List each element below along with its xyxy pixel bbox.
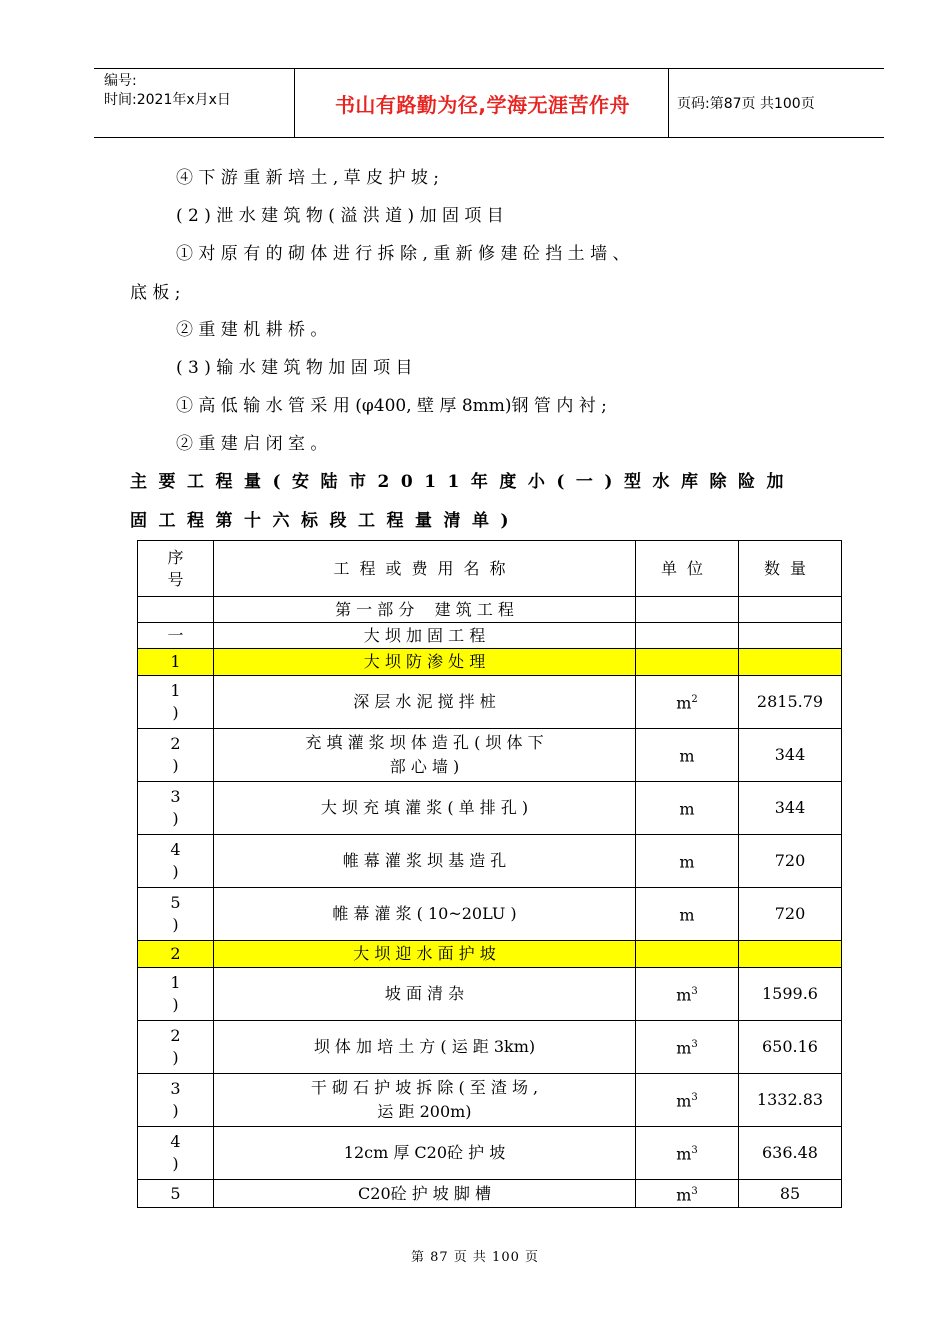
header-qty: 数量 [739, 541, 842, 597]
item-unit: $m^3$ [636, 1074, 739, 1127]
item-qty: 2815.79 [739, 676, 842, 729]
quantity-table [137, 540, 842, 1208]
table-row: 2 ) 充 填 灌 浆 坝 体 造 孔 ( 坝 体 下 部 心 墙 ) m 344 [138, 729, 842, 782]
section-name: 大 坝 迎 水 面 护 坡 [214, 941, 636, 968]
item-name: 坝 体 加 培 土 方 ( 运 距 3km) [214, 1021, 636, 1074]
group-no: 一 [138, 623, 214, 649]
table-row: 2 ) 坝 体 加 培 土 方 ( 运 距 3km) $m^3$ 650.16 [138, 1021, 842, 1074]
item-unit: m [636, 782, 739, 835]
table-row: 3 ) 干 砌 石 护 坡 拆 除 ( 至 渣 场 , 运 距 200m) $m^3$ 1332.83 [138, 1074, 842, 1127]
header-divider [294, 69, 295, 137]
item-name: 大 坝 充 填 灌 浆 ( 单 排 孔 ) [214, 782, 636, 835]
table-row: 1 ) 深 层 水 泥 搅 拌 桩 $m^2$ 2815.79 [138, 676, 842, 729]
part-title: 第 一 部 分 建 筑 工 程 [214, 597, 636, 623]
item-unit: m [636, 729, 739, 782]
item-qty: 1599.6 [739, 968, 842, 1021]
table-row: 3 ) 大 坝 充 填 灌 浆 ( 单 排 孔 ) m 344 [138, 782, 842, 835]
code-label: 编号: [104, 73, 137, 89]
item-name: 帷 幕 灌 浆 ( 10~20LU ) [214, 888, 636, 941]
table-header-row [138, 541, 842, 597]
paragraph: 底 板 ; [130, 283, 181, 303]
page-header [94, 68, 884, 138]
header-no: 序 号 [138, 541, 214, 597]
header-motto: 书山有路勤为径,学海无涯苦作舟 [334, 92, 631, 117]
header-divider [668, 69, 669, 137]
table-row [138, 623, 842, 649]
paragraph: ② 重 建 启 闭 室 。 [176, 434, 328, 454]
time-label: 时间:2021年x月x日 [104, 92, 231, 108]
header-unit: 单位 [636, 541, 739, 597]
item-name: 充 填 灌 浆 坝 体 造 孔 ( 坝 体 下 部 心 墙 ) [214, 729, 636, 782]
table-row: 4 ) 帷 幕 灌 浆 坝 基 造 孔 m 720 [138, 835, 842, 888]
table-row [138, 597, 842, 623]
section-name: 大 坝 防 渗 处 理 [214, 649, 636, 676]
section-title-line2: 固工程第十六标段工程量清单) [130, 511, 521, 531]
item-unit: $m^3$ [636, 1180, 739, 1208]
group-name: 大 坝 加 固 工 程 [214, 623, 636, 649]
item-qty: 1332.83 [739, 1074, 842, 1127]
item-name: 帷 幕 灌 浆 坝 基 造 孔 [214, 835, 636, 888]
item-unit: m [636, 835, 739, 888]
paragraph: ② 重 建 机 耕 桥 。 [176, 320, 328, 340]
table-row [138, 1180, 842, 1208]
paragraph: ( 3 ) 输 水 建 筑 物 加 固 项 目 [176, 358, 413, 378]
section-row-highlighted [138, 649, 842, 676]
table-row: 4 ) 12cm 厚 C20砼 护 坡 $m^3$ 636.48 [138, 1127, 842, 1180]
item-qty: 650.16 [739, 1021, 842, 1074]
header-meta [104, 72, 231, 110]
table-row: 5 ) 帷 幕 灌 浆 ( 10~20LU ) m 720 [138, 888, 842, 941]
item-qty: 344 [739, 729, 842, 782]
page-footer: 第 87 页 共 100 页 [410, 1250, 540, 1265]
section-row-highlighted [138, 941, 842, 968]
item-unit: $m^2$ [636, 676, 739, 729]
item-qty: 720 [739, 888, 842, 941]
item-qty: 636.48 [739, 1127, 842, 1180]
table-row: 1 ) 坡 面 清 杂 $m^3$ 1599.6 [138, 968, 842, 1021]
item-qty: 85 [739, 1180, 842, 1208]
section-no: 2 [138, 941, 214, 968]
item-qty: 344 [739, 782, 842, 835]
item-qty: 720 [739, 835, 842, 888]
item-unit: $m^3$ [636, 968, 739, 1021]
item-name: 深 层 水 泥 搅 拌 桩 [214, 676, 636, 729]
section-title-line1: 主要工程量(安陆市2011年度小(一)型水库除险加 [130, 472, 795, 492]
paragraph: ④ 下 游 重 新 培 土 , 草 皮 护 坡 ; [176, 168, 439, 188]
item-unit: $m^3$ [636, 1021, 739, 1074]
paragraph: ① 对 原 有 的 砌 体 进 行 拆 除 , 重 新 修 建 砼 挡 土 墙 、 [176, 244, 630, 264]
paragraph: ( 2 ) 泄 水 建 筑 物 ( 溢 洪 道 ) 加 固 项 目 [176, 206, 504, 226]
item-unit: $m^3$ [636, 1127, 739, 1180]
item-unit: m [636, 888, 739, 941]
header-name: 工程或费用名称 [214, 541, 636, 597]
paragraph: ① 高 低 输 水 管 采 用 (φ400, 壁 厚 8mm)钢 管 内 衬 ; [176, 396, 607, 416]
item-no: 5 [138, 1180, 214, 1208]
header-page-info: 页码:第87页 共100页 [677, 96, 815, 112]
item-name: 12cm 厚 C20砼 护 坡 [214, 1127, 636, 1180]
item-name: 干 砌 石 护 坡 拆 除 ( 至 渣 场 , 运 距 200m) [214, 1074, 636, 1127]
item-name: 坡 面 清 杂 [214, 968, 636, 1021]
item-name: C20砼 护 坡 脚 槽 [214, 1180, 636, 1208]
section-no: 1 [138, 649, 214, 676]
